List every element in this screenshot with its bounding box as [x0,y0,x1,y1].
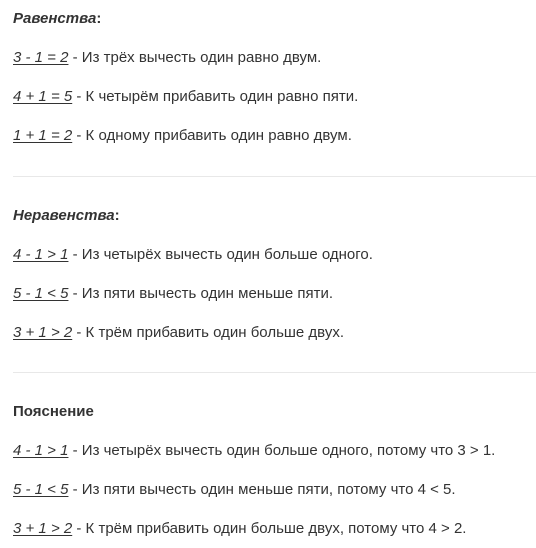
explanation-text: - Из пяти вычесть один меньше пяти. [68,285,334,302]
heading-colon: : [96,10,102,27]
explanation-text: - К трём прибавить один больше двух, потому что 4 > 2. [72,520,467,537]
explanation-section [13,402,536,539]
section-heading [13,9,536,29]
heading-text: Неравенства [13,207,115,224]
list-item [13,126,536,146]
heading-text: Равенства [13,10,97,27]
math-expression: 1 + 1 = 2 [13,127,73,144]
math-expression: 4 - 1 > 1 [13,442,69,459]
math-expression: 5 - 1 < 5 [13,481,69,498]
explanation-text: - Из четырёх вычесть один больше одного. [68,246,373,263]
list-item [13,48,536,68]
explanation-text: - К трём прибавить один больше двух. [72,324,344,341]
list-item [13,323,536,343]
inequalities-section [13,206,536,343]
list-item [13,441,536,461]
list-item [13,519,536,539]
math-expression: 5 - 1 < 5 [13,285,69,302]
explanation-text: - Из четырёх вычесть один больше одного, потому что 3 > 1. [68,442,496,459]
explanation-text: - Из трёх вычесть один равно двум. [68,49,322,66]
math-expression: 3 + 1 > 2 [13,324,73,341]
list-item [13,245,536,265]
heading-colon: : [114,207,120,224]
explanation-text: - К одному прибавить один равно двум. [72,127,352,144]
section-divider [13,372,536,373]
math-expression: 3 - 1 = 2 [13,49,69,66]
math-expression: 4 + 1 = 5 [13,88,73,105]
explanation-text: - К четырём прибавить один равно пяти. [72,88,359,105]
explanation-text: - Из пяти вычесть один меньше пяти, потому что 4 < 5. [68,481,456,498]
section-heading [13,206,536,226]
section-divider [13,176,536,177]
list-item [13,87,536,107]
section-heading [13,402,536,422]
heading-text: Пояснение [13,403,94,420]
equalities-section [13,9,536,146]
list-item [13,480,536,500]
math-expression: 3 + 1 > 2 [13,520,73,537]
math-expression: 4 - 1 > 1 [13,246,69,263]
list-item [13,284,536,304]
